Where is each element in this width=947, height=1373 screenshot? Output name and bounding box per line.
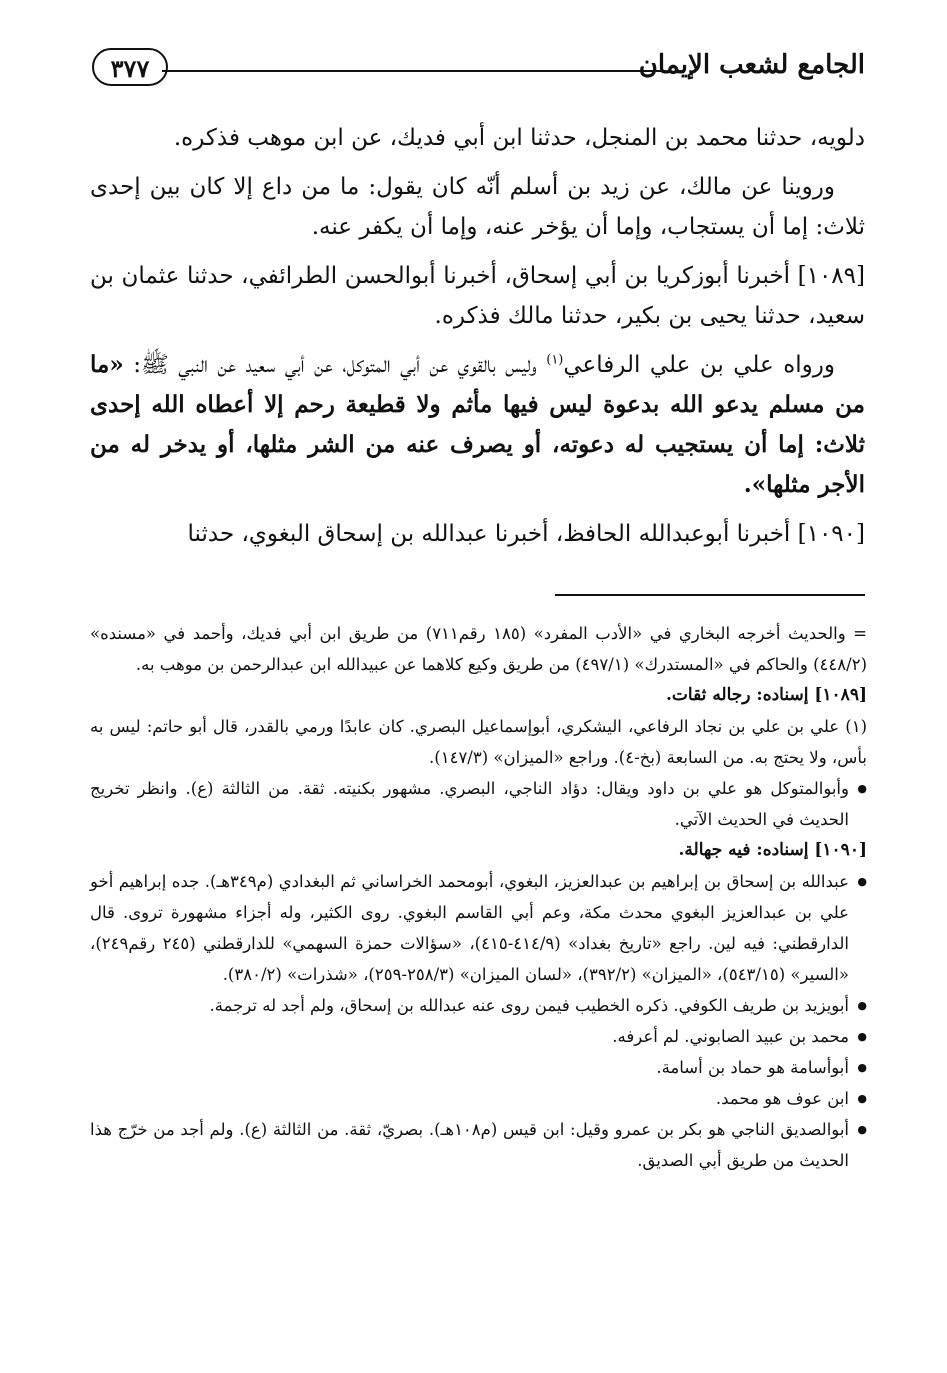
note-bullet-abu-yazid: ● أبويزيد بن طريف الكوفي. ذكره الخطيب فيمن روى عنه عبدالله بن إسحاق، ولم أجد له ترجمة. [90,990,867,1021]
footnote-1: (١) علي بن علي بن نجاد الرفاعي، اليشكري، أبوإسماعيل البصري. كان عابدًا ورمي بالقدر، قال أبو حاتم: ليس به بأس، ولا يحتج به. من السابعة (بخ-٤). وراجع «الميزان» (١٤٧/٣). [90,717,867,767]
footnote-separator [555,594,865,596]
note-bullet-ibn-awf: ● ابن عوف هو محمد. [90,1083,867,1114]
note-bullet-mutawakkil: ● وأبوالمتوكل هو علي بن داود ويقال: دؤاد الناجي، البصري. مشهور بكنيته. ثقة. من الثالثة (ع). وانظر تخريج الحديث في الحديث الآتي. [90,773,867,835]
note-bullet-abu-siddiq: ● أبوالصديق الناجي هو بكر بن عمرو وقيل: ابن قيس (م١٠٨هـ). بصريّ، ثقة. من الثالثة (ع). ولم أجد من خرّج هذا الحديث من طريق أبي الصديق. [90,1114,867,1176]
hadith-1089: [١٠٨٩] أخبرنا أبوزكريا بن أبي إسحاق، أخبرنا أبوالحسن الطرائفي، حدثنا عثمان بن سعيد، حدثنا يحيى بن بكير، حدثنا مالك فذكره. [90,263,865,329]
narration-intro: ورواه علي بن علي الرفاعي [563,352,835,378]
footnotes [90,618,867,1176]
paragraph-malik-report: وروينا عن مالك، عن زيد بن أسلم أنّه كان يقول: ما من داع إلا كان بين إحدى ثلاث: إما أن يستجاب، وإما أن يؤخر عنه، وإما أن يكفر عنه. [90,174,865,240]
book-title: الجامع لشعب الإيمان [638,50,865,80]
main-text [90,118,865,563]
footnote-ref-1: (١) [546,352,564,368]
note-heading-1089: [١٠٨٩] إسناده: رجاله ثقات. [665,685,867,705]
running-header [92,44,865,96]
paragraph-continuation: دلويه، حدثنا محمد بن المنجل، حدثنا ابن أبي فديك، عن ابن موهب فذكره. [173,125,865,151]
footnote-continuation: = والحديث أخرجه البخاري في «الأدب المفرد» (١٨٥ رقم٧١١) من طريق ابن أبي فديك، وأحمد في «مسنده» (٤٤٨/٢) والحاكم في «المستدرك» (٤٩٧/١) من طريق وكيع كلاهما عن عبيدالله ابن عبدالرحمن بن موهب به. [90,624,868,674]
header-rule [162,70,665,72]
note-bullet-sabuni: ● محمد بن عبيد الصابوني. لم أعرفه. [90,1021,867,1052]
prophetic-text: «ما من مسلم يدعو الله بدعوة ليس فيها مأثم ولا قطيعة رحم إلا أعطاه الله إحدى ثلاث: إما أن يستجيب له دعوته، أو يصرف عنه من الشر مثلها، أو يدخر له من الأجر مثلها». [90,351,865,498]
note-heading-1090: [١٠٩٠] إسناده: فيه جهالة. [678,840,867,860]
note-bullet-abu-usama: ● أبوأسامة هو حماد بن أسامة. [90,1052,867,1083]
paragraph-rifai-report [90,345,865,505]
note-bullet-baghawi: ● عبدالله بن إسحاق بن إبراهيم بن عبدالعزيز، البغوي، أبومحمد الخراساني ثم البغدادي (م٣٤٩هـ). جده إبراهيم أخو علي بن عبدالعزيز البغوي محدث مكة، وعم أبي القاسم البغوي. روى الكثير، وله أجزاء مشهورة تروى. قال الدارقطني: فيه لين. راجع «تاريخ بغداد» (٤١٤/٩-٤١٥)، «سؤالات حمزة السهمي» للدارقطني (٢٤٥ رقم٢٤٩)، «السير» (٥٤٣/١٥)، «الميزان» (٣٩٢/٢)، «لسان الميزان» (٢٥٨/٣-٢٥٩)، «شذرات» (٣٨٠/٢). [90,866,867,990]
hadith-1090: [١٠٩٠] أخبرنا أبوعبدالله الحافظ، أخبرنا عبدالله بن إسحاق البغوي، حدثنا [187,521,865,547]
narration-chain: وليس بالقوي عن أبي المتوكل، عن أبي سعيد عن النبي ﷺ: [123,352,547,378]
page-number: ٣٧٧ [92,48,168,86]
